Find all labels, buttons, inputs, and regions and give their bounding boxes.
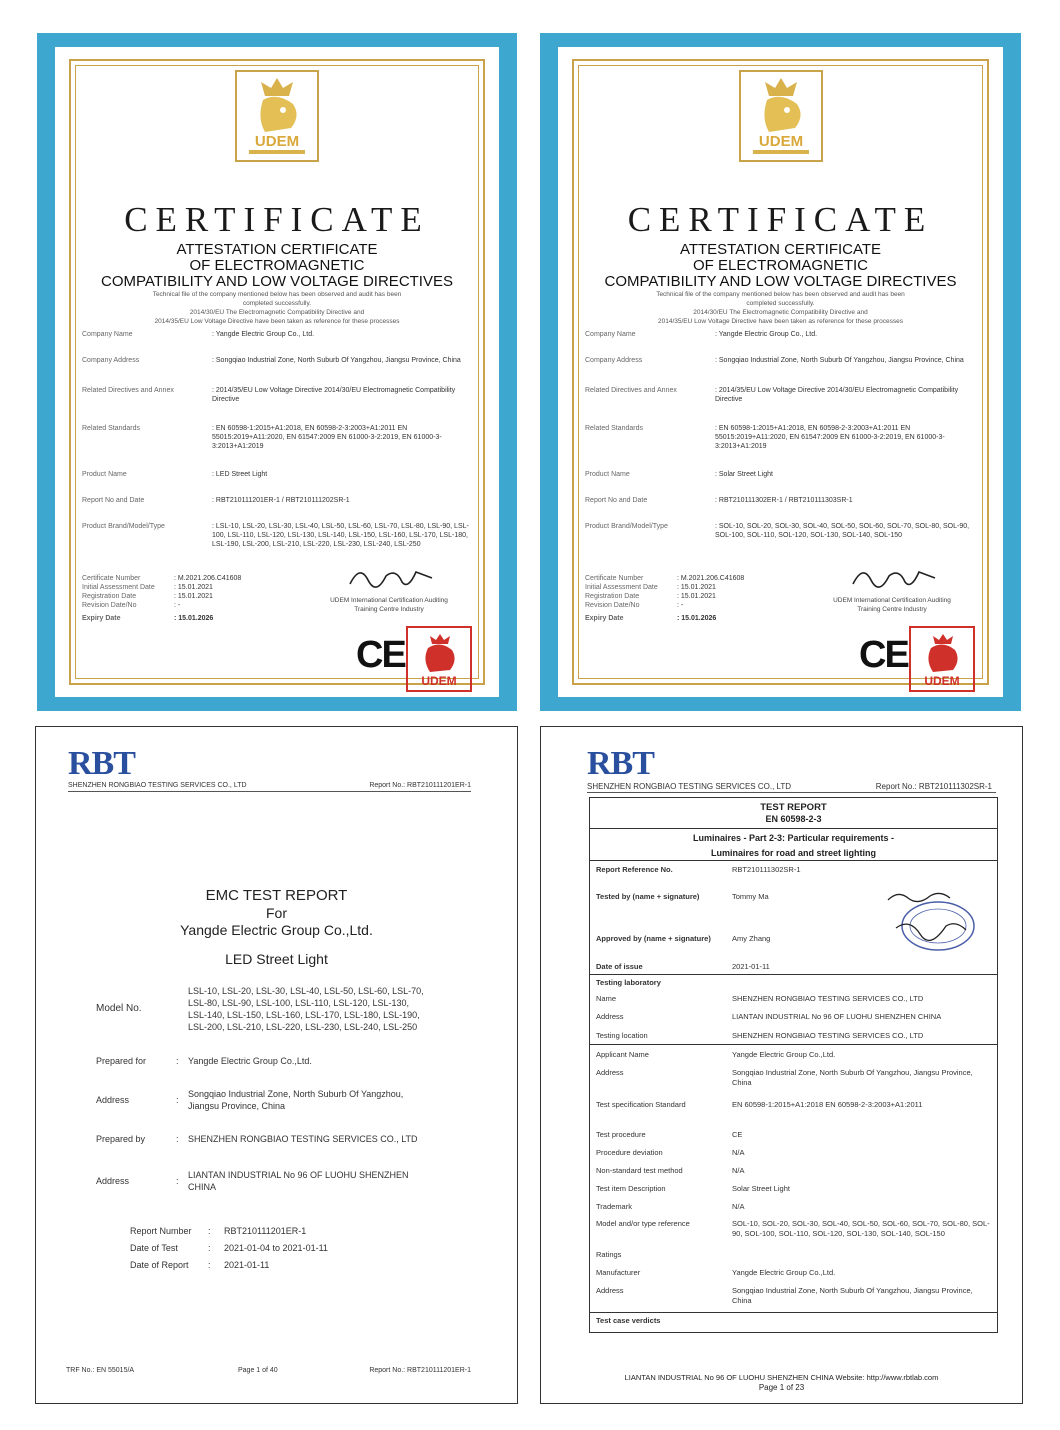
certificate-subtitle-1: ATTESTATION CERTIFICATE	[176, 241, 378, 258]
certificate-title: CERTIFICATE	[124, 200, 430, 239]
emc-product: LED Street Light	[225, 951, 328, 967]
report-number-header: Report No.: RBT210111302SR-1	[875, 782, 992, 791]
emc-for-label: For	[266, 905, 287, 921]
address-line: Songqiao Industrial Zone, North Suburb Of Yangzhou,	[188, 1089, 404, 1099]
model-list-line: LSL-10, LSL-20, LSL-30, LSL-40, LSL-50, LSL-60, LSL-70,	[188, 986, 424, 996]
test-report-title: TEST REPORT	[760, 802, 827, 813]
signature-icon	[346, 562, 436, 592]
certificate-subtitle-3: COMPATIBILITY AND LOW VOLTAGE DIRECTIVES	[100, 273, 453, 290]
date-of-test-label: Date of Test	[130, 1243, 178, 1253]
rbt-company-line: SHENZHEN RONGBIAO TESTING SERVICES CO., LTD	[587, 782, 792, 791]
certificate-subtitle-3: COMPATIBILITY AND LOW VOLTAGE DIRECTIVES	[604, 273, 957, 290]
lion-icon	[418, 632, 462, 674]
certificate-border: UDEM CERTIFICATE ATTESTATION CERTIFICATE OF ELECTROMAGNETIC COMPATIBILITY AND LOW VOLTAGE DIRECTIVES Technical file of the company mentioned below has been observed and audit has been completed successfully. 2014/30/EU The Electromagnetic Compatibility Directive and 2014/35/EU Low Voltage Directive have been taken as reference for these processes Company Name : Yangde Electric Group Co., Ltd. Company Address : Songqiao Industrial Zone, North Suburb Of Yangzhou, Jiangsu Province, China Related Directives and Annex : 2014/35/EU Low Voltage Directive 2014/30/EU Electromagnetic Compatibility Directive Related Standards : EN 60598-1:2015+A1:2018, EN 60598-2-3:2003+A1:2011 EN 55015:2019+A11:2020, EN 61547:2009 EN 61000-3-2:2019, EN 61000-3-3:2013+A1:2019 Product Name : Solar Street Light Report No and Date : RBT210111302ER-1 / RBT210111303SR-1 Product Brand/Model/Type : SOL-10, SOL-20, SOL-30, SOL-40, SOL-50, SOL-60, SOL-70, SOL-80, SOL-90, SOL-100, SOL-110, SOL-120, SOL-130, SOL-140, SOL-150 Certificate Number : M.2021.206.C41608 Initial Assessment Date : 15.01.2021 Registration Date : 15.01.2021 Revision Date/No : - Expiry Date : 15.01.2026 UDEM International Certification Auditing Training Centre Industry CE UDEM	[572, 59, 989, 685]
model-list-line: LSL-200, LSL-210, LSL-220, LSL-230, LSL-240, LSL-250	[188, 1022, 418, 1032]
certificate-intro: Technical file of the company mentioned below has been observed and audit has been	[656, 291, 905, 298]
footer-report-no: Report No.: RBT210111201ER-1	[369, 1367, 471, 1374]
address-line: Jiangsu Province, China	[188, 1101, 286, 1111]
lion-icon	[921, 632, 965, 674]
test-report-standard: EN 60598-2-3	[765, 814, 822, 824]
udem-logo-icon	[739, 70, 823, 162]
prepared-for-label: Prepared for	[96, 1056, 147, 1066]
certificate-panel-2	[540, 33, 1021, 711]
udem-badge: UDEM	[406, 626, 472, 692]
footer-address: LIANTAN INDUSTRIAL No 96 OF LUOHU SHENZHEN CHINA Website: http://www.rbtlab.com	[624, 1373, 939, 1382]
certificate-subtitle-2: OF ELECTROMAGNETIC	[692, 257, 868, 274]
certificate-subtitle-1: ATTESTATION CERTIFICATE	[679, 241, 882, 258]
address-label: Address	[96, 1176, 130, 1186]
footer-page: Page 1 of 23	[758, 1383, 805, 1392]
report-number-value: RBT210111201ER-1	[224, 1226, 307, 1236]
certificate-intro: Technical file of the company mentioned below has been observed and audit has been	[152, 291, 402, 298]
emc-report-page: RBT SHENZHEN RONGBIAO TESTING SERVICES CO., LTD Report No.: RBT210111201ER-1 EMC TEST REPORT For Yangde Electric Group Co.,Ltd. LED Street Light Model No. LSL-10, LSL-20, LSL-30, LSL-40, LSL-50, LSL-60, LSL-70, LSL-80, LSL-90, LSL-100, LSL-110, LSL-120, LSL-130, LSL-140, LSL-150, LSL-160, LSL-170, LSL-180, LSL-190, LSL-200, LSL-210, LSL-220, LSL-230, LSL-240, LSL-250 Prepared for : Yangde Electric Group Co.,Ltd. Address : Songqiao Industrial Zone, North Suburb Of Yangzhou, Jiangsu Province, China Prepared by : SHENZHEN RONGBIAO TESTING SERVICES CO., LTD Address : LIANTAN INDUSTRIAL No 96 OF LUOHU SHENZHEN CHINA Report Number : RBT210111201ER-1 Date of Test : 2021-01-04 to 2021-01-11 Date of Report : 2021-01-11 TRF No.: EN 55015/A Page 1 of 40 Report No.: RBT210111201ER-1	[35, 726, 518, 1404]
rbt-company-line: SHENZHEN RONGBIAO TESTING SERVICES CO., LTD	[68, 782, 247, 789]
udem-logo-icon	[235, 70, 319, 162]
emc-title: EMC TEST REPORT	[205, 887, 348, 904]
prepared-by-label: Prepared by	[96, 1134, 146, 1144]
footer-page: Page 1 of 40	[238, 1367, 278, 1374]
address-line: CHINA	[188, 1182, 217, 1192]
address-line: LIANTAN INDUSTRIAL No 96 OF LUOHU SHENZHEN	[188, 1170, 409, 1180]
model-list-line: LSL-80, LSL-90, LSL-100, LSL-110, LSL-120, LSL-130,	[188, 998, 409, 1008]
prepared-by-value: SHENZHEN RONGBIAO TESTING SERVICES CO., LTD	[188, 1134, 418, 1144]
svg-text:UDEM: UDEM	[254, 133, 300, 150]
udem-badge: UDEM	[909, 626, 975, 692]
date-of-report-value: 2021-01-11	[224, 1260, 270, 1270]
signature-icon	[849, 562, 939, 592]
address-label: Address	[96, 1095, 130, 1105]
report-number-header: Report No.: RBT210111201ER-1	[369, 782, 471, 789]
ce-mark: CE	[859, 634, 908, 676]
rbt-logo: RBT	[68, 745, 135, 782]
rbt-logo: RBT	[587, 745, 654, 782]
approval-stamp-icon	[886, 888, 978, 952]
header-divider	[587, 792, 996, 793]
emc-company: Yangde Electric Group Co.,Ltd.	[180, 922, 373, 938]
ce-mark: CE	[356, 634, 405, 676]
svg-text:UDEM: UDEM	[758, 133, 803, 150]
test-report-scope: Luminaires - Part 2-3: Particular requirements -	[692, 833, 895, 843]
certificate-border: UDEM CERTIFICATE ATTESTATION CERTIFICATE OF ELECTROMAGNETIC COMPATIBILITY AND LOW VOLTAGE DIRECTIVES Technical file of the company mentioned below has been observed and audit has been completed successfully. 2014/30/EU The Electromagnetic Compatibility Directive and 2014/35/EU Low Voltage Directive have been taken as reference for these processes Company Name : Yangde Electric Group Co., Ltd. Company Address : Songqiao Industrial Zone, North Suburb Of Yangzhou, Jiangsu Province, China Related Directives and Annex : 2014/35/EU Low Voltage Directive 2014/30/EU Electromagnetic Compatibility Directive Related Standards : EN 60598-1:2015+A1:2018, EN 60598-2-3:2003+A1:2011 EN 55015:2019+A11:2020, EN 61547:2009 EN 61000-3-2:2019, EN 61000-3-3:2013+A1:2019 Product Name : LED Street Light Report No and Date : RBT210111201ER-1 / RBT210111202SR-1 Product Brand/Model/Type : LSL-10, LSL-20, LSL-30, LSL-40, LSL-50, LSL-60, LSL-70, LSL-80, LSL-90, LSL-100, LSL-110, LSL-120, LSL-130, LSL-140, LSL-150, LSL-160, LSL-170, LSL-180, LSL-190, LSL-200, LSL-210, LSL-220, LSL-230, LSL-240, LSL-250 Certificate Number : M.2021.206.C41608 Initial Assessment Date : 15.01.2021 Registration Date : 15.01.2021 Revision Date/No : - Expiry Date : 15.01.2026 UDEM International Certification Auditing Training Centre Industry CE UDEM	[69, 59, 485, 685]
certificate-signatory: UDEM International Certification Auditing Training Centre Industry	[330, 597, 448, 613]
certificate-panel-1	[37, 33, 517, 711]
test-report-table: TEST REPORT EN 60598-2-3 Luminaires - Part 2-3: Particular requirements - Luminaires for road and street lighting Report Reference No. RBT210111302SR-1 Tested by (name + signature) Tommy Ma Approved by (name + signature) Amy Zhang Date of issue 2021-01-11 Testing laboratory Name SHENZHEN RONGBIAO TESTING SERVICES CO., LTD Address LIANTAN INDUSTRIAL No 96 OF LUOHU SHENZHEN CHINA Testing location SHENZHEN RONGBIAO TESTING SERVICES CO., LTD Applicant Name Yangde Electric Group Co.,Ltd. Address Songqiao Industrial Zone, North Suburb Of Yangzhou, Jiangsu Province, China Test specification Standard EN 60598-1:2015+A1:2018 EN 60598-2-3:2003+A1:2011 Test procedure CE Procedure deviation N/A Non-standard test method N/A Test item Description Solar Street Light Trademark N/A Model and/or type reference SOL-10, SOL-20, SOL-30, SOL-40, SOL-50, SOL-60, SOL-70, SOL-80, SOL-90, SOL-100, SOL-110, SOL-120, SOL-130, SOL-140, SOL-150 Ratings Manufacturer Yangde Electric Group Co.,Ltd. Address Songqiao Industrial Zone, North Suburb Of Yangzhou, Jiangsu Province, China Test case verdicts	[589, 797, 998, 1333]
certificate-paper	[558, 47, 1003, 697]
date-of-test-value: 2021-01-04 to 2021-01-11	[224, 1243, 328, 1253]
report-number-label: Report Number	[130, 1226, 192, 1236]
prepared-for-value: Yangde Electric Group Co.,Ltd.	[188, 1056, 312, 1066]
verdicts-heading: Test case verdicts	[596, 1316, 661, 1325]
test-report-page	[540, 726, 1023, 1404]
certificate-title: CERTIFICATE	[627, 200, 934, 239]
certificate-paper	[55, 47, 499, 697]
certificate-signatory: UDEM International Certification Auditing Training Centre Industry	[833, 597, 951, 613]
lab-heading: Testing laboratory	[596, 978, 661, 987]
header-divider	[68, 791, 471, 792]
certificate-subtitle-2: OF ELECTROMAGNETIC	[189, 257, 365, 274]
footer-trf: TRF No.: EN 55015/A	[66, 1367, 135, 1374]
model-list-line: LSL-140, LSL-150, LSL-160, LSL-170, LSL-180, LSL-190,	[188, 1010, 420, 1020]
model-label: Model No.	[96, 1003, 142, 1014]
test-report-scope-2: Luminaires for road and street lighting	[710, 848, 877, 858]
date-of-report-label: Date of Report	[130, 1260, 189, 1270]
